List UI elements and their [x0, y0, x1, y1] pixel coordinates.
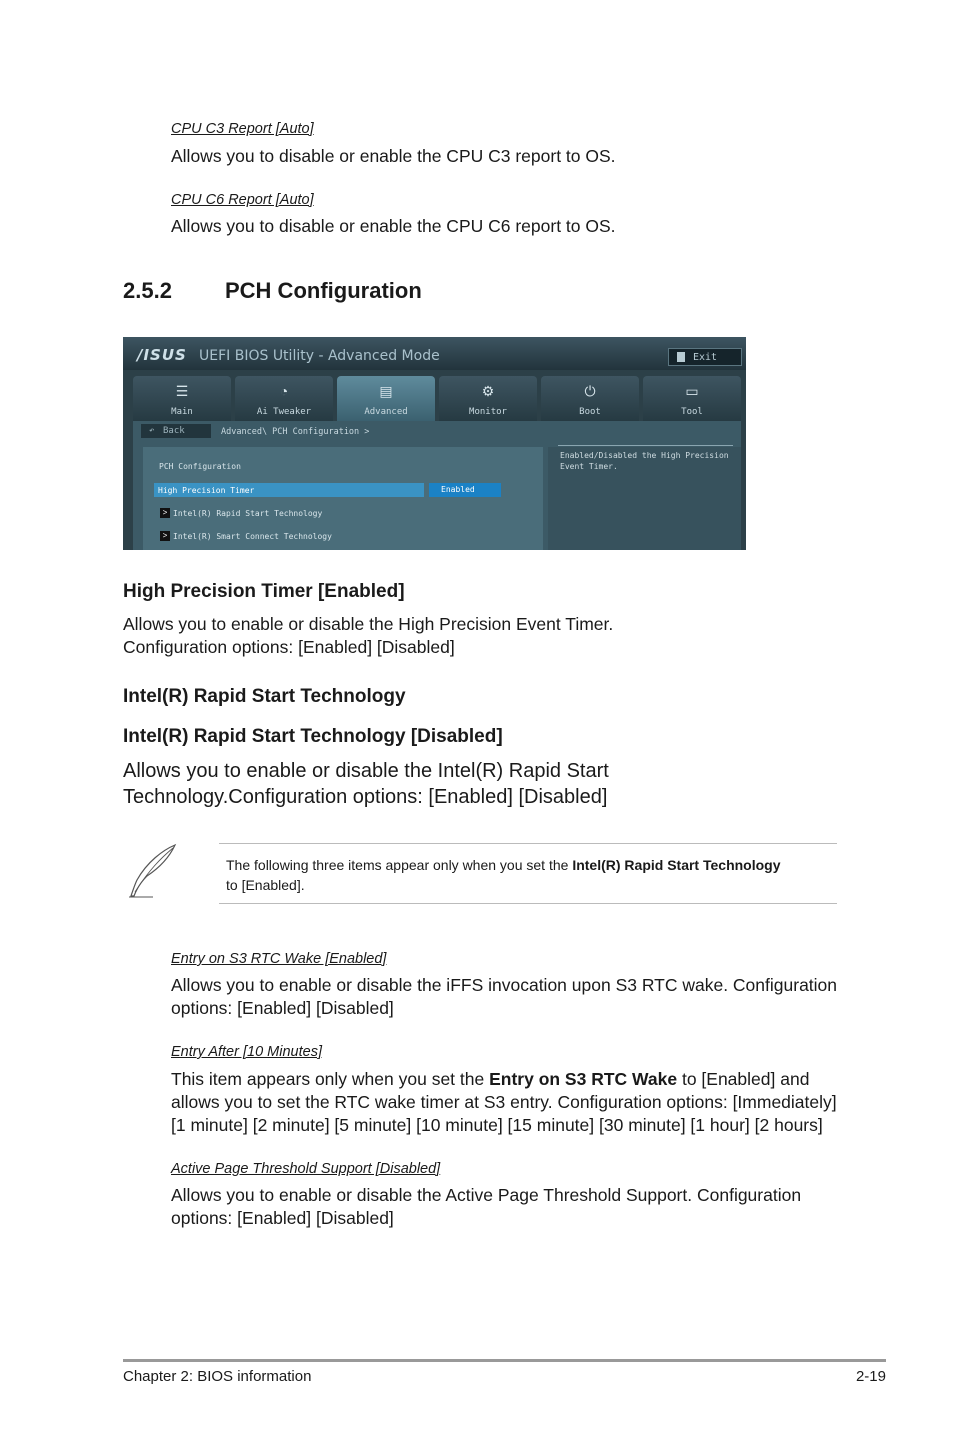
s3-wake-title: Entry on S3 RTC Wake [Enabled]	[171, 951, 387, 967]
note-text	[226, 855, 831, 895]
hpt-value-button[interactable]: Enabled	[429, 483, 501, 497]
power-icon: ⏻	[584, 383, 596, 399]
tab-label: Tool	[681, 407, 703, 417]
panel-title: PCH Configuration	[159, 462, 241, 471]
feather-note-icon	[123, 842, 179, 900]
tab-label: Monitor	[469, 407, 507, 417]
exit-icon	[677, 352, 685, 362]
tab-label: Main	[171, 407, 193, 417]
hpt-line1: Allows you to enable or disable the High Precision Event Timer.	[123, 614, 614, 634]
footer-chapter: Chapter 2: BIOS information	[123, 1368, 312, 1385]
apts-title: Active Page Threshold Support [Disabled]	[171, 1161, 441, 1177]
entry-after-desc	[171, 1068, 841, 1137]
list-icon: ☰	[175, 383, 189, 399]
tab-advanced[interactable]	[337, 376, 435, 421]
irst-heading: Intel(R) Rapid Start Technology	[123, 686, 406, 707]
asus-logo: /ISUS	[137, 346, 187, 364]
irst-desc: Allows you to enable or disable the Intel(R) Rapid Start Technology.Configuration options: [Enabled] [Disabled]	[123, 760, 609, 808]
section-title: PCH Configuration	[225, 278, 422, 303]
thermometer-icon: ⚙	[481, 383, 495, 399]
submenu-arrow-icon: >	[160, 508, 170, 518]
bios-screenshot	[123, 337, 746, 550]
breadcrumb: Advanced\ PCH Configuration >	[221, 427, 370, 437]
s3-wake-desc: Allows you to enable or disable the iFFS invocation upon S3 RTC wake. Configuration options: [Enabled] [Disabled]	[171, 975, 838, 1018]
footer-rule	[123, 1359, 886, 1362]
back-button[interactable]	[141, 424, 211, 438]
gauge-icon: ◔	[279, 383, 289, 399]
entry-after-desc-post: to [Enabled] and allows you to set the RTC wake timer at S3 entry. Configuration options: [Immediately] [1 minute] [2 minute] [5 minute] [10 minute] [15 minute] [30 minute] [1 hour] [2 hours]	[171, 1069, 837, 1135]
cpu-c3-title: CPU C3 Report [Auto]	[171, 121, 314, 137]
note-pre: The following three items appear only when you set the	[226, 857, 573, 873]
entry-after-desc-pre: This item appears only when you set the	[171, 1069, 490, 1089]
apts-desc: Allows you to enable or disable the Active Page Threshold Support. Configuration options: [Enabled] [Disabled]	[171, 1185, 802, 1228]
submenu-arrow-icon: >	[160, 531, 170, 541]
cpu-c6-desc: Allows you to disable or enable the CPU C6 report to OS.	[171, 216, 616, 236]
back-label: Back	[163, 426, 185, 436]
note-top-rule	[219, 843, 837, 844]
entry-after-title: Entry After [10 Minutes]	[171, 1044, 322, 1060]
back-arrow-icon: ↶	[149, 426, 155, 436]
hpt-line2: Configuration options: [Enabled] [Disabled]	[123, 637, 455, 657]
tab-label: Ai Tweaker	[256, 407, 312, 417]
note-bold: Intel(R) Rapid Start Technology	[572, 857, 781, 873]
exit-button[interactable]	[668, 348, 742, 366]
note-post: to [Enabled].	[226, 877, 305, 893]
tab-boot[interactable]	[541, 376, 639, 421]
help-pane	[548, 447, 741, 550]
help-text: Enabled/Disabled the High Precision Event Timer.	[560, 451, 729, 471]
tab-ai-tweaker[interactable]	[235, 376, 333, 421]
row-label: High Precision Timer	[158, 486, 255, 495]
cpu-c6-title: CPU C6 Report [Auto]	[171, 192, 314, 208]
row-smart-connect[interactable]: Intel(R) Smart Connect Technology	[173, 532, 332, 541]
section-number: 2.5.2	[123, 278, 172, 303]
tab-label: Advanced	[364, 407, 408, 417]
tab-tool[interactable]	[643, 376, 741, 421]
bios-title: UEFI BIOS Utility - Advanced Mode	[199, 348, 440, 364]
row-rapid-start[interactable]: Intel(R) Rapid Start Technology	[173, 509, 323, 518]
tab-monitor[interactable]	[439, 376, 537, 421]
exit-label: Exit	[693, 352, 718, 363]
printer-icon: ▭	[685, 383, 699, 399]
tab-label: Boot	[579, 407, 601, 417]
help-divider	[558, 445, 733, 446]
chip-icon: ▤	[379, 383, 393, 399]
page-number: 2-19	[855, 1368, 886, 1385]
cpu-c3-desc: Allows you to disable or enable the CPU C3 report to OS.	[171, 146, 616, 166]
irst-sub-heading: Intel(R) Rapid Start Technology [Disabled]	[123, 726, 503, 747]
tab-main[interactable]	[133, 376, 231, 421]
bios-tabs	[133, 376, 743, 421]
hpt-heading: High Precision Timer [Enabled]	[123, 581, 405, 602]
note-bottom-rule	[219, 903, 837, 904]
entry-after-desc-bold: Entry on S3 RTC Wake	[489, 1069, 678, 1089]
